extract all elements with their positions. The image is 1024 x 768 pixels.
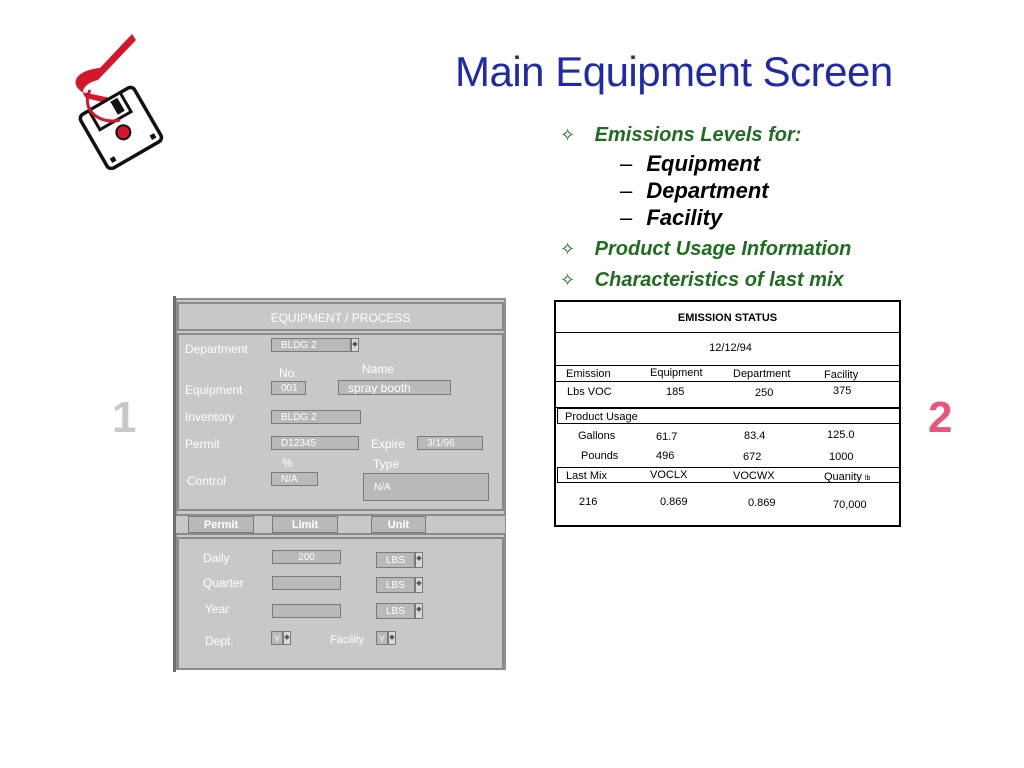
page-title: Main Equipment Screen [455,48,893,95]
last-mix-label: Last Mix [566,470,607,482]
panel-left-edge [173,296,176,672]
bullet-text: Characteristics of last mix [594,269,844,291]
dash-marker: – [620,151,633,176]
dept-toggle[interactable]: Y [271,631,283,645]
callout-number-1: 1 [112,393,137,442]
tab-limit[interactable]: Limit [272,516,338,533]
lbs-voc-label: Lbs VOC [567,386,612,398]
subbullet-text: Equipment [646,151,761,176]
panel-header: EQUIPMENT / PROCESS [270,311,411,325]
permit-field[interactable]: D12345 [271,436,359,450]
divider [556,365,899,366]
quarter-label: Quarter [203,576,244,590]
vocwx-label: VOCWX [733,470,775,482]
facility-label: Facility [330,634,365,646]
quantity-label [824,471,870,483]
pounds-facility: 1000 [829,451,854,463]
pounds-label: Pounds [581,450,619,462]
divider [556,332,899,333]
dash-marker: – [620,205,633,230]
pounds-department: 672 [743,451,762,463]
percent-label: % [282,456,293,470]
tab-unit[interactable]: Unit [371,516,426,533]
subbullet-facility [620,205,722,231]
col-equipment: Equipment [650,367,703,379]
product-usage-label: Product Usage [565,411,638,423]
bullet-marker-icon: ✧ [560,125,576,145]
lbs-voc-facility: 375 [833,385,852,397]
type-label: Type [373,457,400,471]
equipment-no-field[interactable]: 001 [271,381,306,395]
inventory-label: Inventory [185,410,235,424]
voclx-value: 0.869 [660,496,688,508]
spinner-arrows-icon[interactable]: ◆ [388,631,396,645]
department-select[interactable]: BLDG 2 [271,338,351,352]
quantity-value: 70,000 [833,499,867,511]
department-label: Department [185,342,248,356]
subbullet-text: Facility [646,205,723,230]
bullet-text: Product Usage Information [594,238,852,260]
lbs-voc-department: 250 [755,387,774,399]
spinner-arrows-icon[interactable]: ◆ [283,631,291,645]
dash-marker: – [620,178,633,203]
spinner-arrows-icon[interactable]: ◆ [415,552,423,568]
year-limit-field[interactable] [272,604,341,618]
quarter-limit-field[interactable] [272,576,341,590]
vocwx-value: 0.869 [748,497,776,509]
tab-permit[interactable]: Permit [188,516,254,533]
gallons-facility: 125.0 [827,429,855,441]
voclx-label: VOCLX [650,469,688,481]
type-field[interactable]: N/A [363,473,489,501]
spinner-arrows-icon[interactable]: ◆ [415,577,423,593]
floppy-disk-icon [60,30,180,170]
spinner-arrows-icon[interactable]: ◆ [351,338,359,352]
equipment-name-field[interactable]: spray booth [338,380,451,395]
equipment-label: Equipment [185,383,243,397]
bullet-marker-icon: ✧ [560,270,576,290]
spinner-arrows-icon[interactable]: ◆ [415,603,423,619]
year-unit-select[interactable]: LBS [376,603,415,619]
bullet-product-usage [560,238,851,261]
dept-label: Dept. [205,634,234,648]
year-label: Year [205,602,230,616]
col-department: Department [733,368,791,380]
emission-status-header: EMISSION STATUS [677,312,778,324]
expire-field[interactable]: 3/1/96 [417,436,483,450]
bullet-last-mix [560,269,844,292]
divider [556,381,899,382]
control-field[interactable]: N/A [271,472,318,486]
status-date: 12/12/94 [709,342,752,354]
bullet-marker-icon: ✧ [560,239,576,259]
callout-number-2: 2 [928,393,953,442]
name-label: Name [362,362,395,376]
inventory-field[interactable]: BLDG 2 [271,410,361,424]
col-facility: Facility [824,369,859,381]
gallons-department: 83.4 [744,430,766,442]
quantity-unit: lb [864,475,871,482]
gallons-label: Gallons [578,430,616,442]
permit-label: Permit [185,437,220,451]
facility-toggle[interactable]: Y [376,631,388,645]
quarter-unit-select[interactable]: LBS [376,577,415,593]
floppy-disk-logo [60,30,180,170]
daily-limit-field[interactable]: 200 [272,550,341,564]
daily-label: Daily [203,551,230,565]
col-emission: Emission [566,368,611,380]
quantity-label-text: Quanity [824,471,862,483]
bullet-emissions-levels [560,124,801,147]
expire-label: Expire [371,437,406,451]
subbullet-text: Department [646,178,769,203]
control-label: Control [187,474,226,488]
no-label: No. [279,366,298,380]
gallons-equipment: 61.7 [656,431,678,443]
subbullet-department [620,178,769,204]
last-mix-value: 216 [579,496,598,508]
subbullet-equipment [620,151,760,177]
pounds-equipment: 496 [656,450,675,462]
daily-unit-select[interactable]: LBS [376,552,415,568]
lbs-voc-equipment: 185 [666,386,685,398]
bullet-text: Emissions Levels for: [594,124,802,146]
